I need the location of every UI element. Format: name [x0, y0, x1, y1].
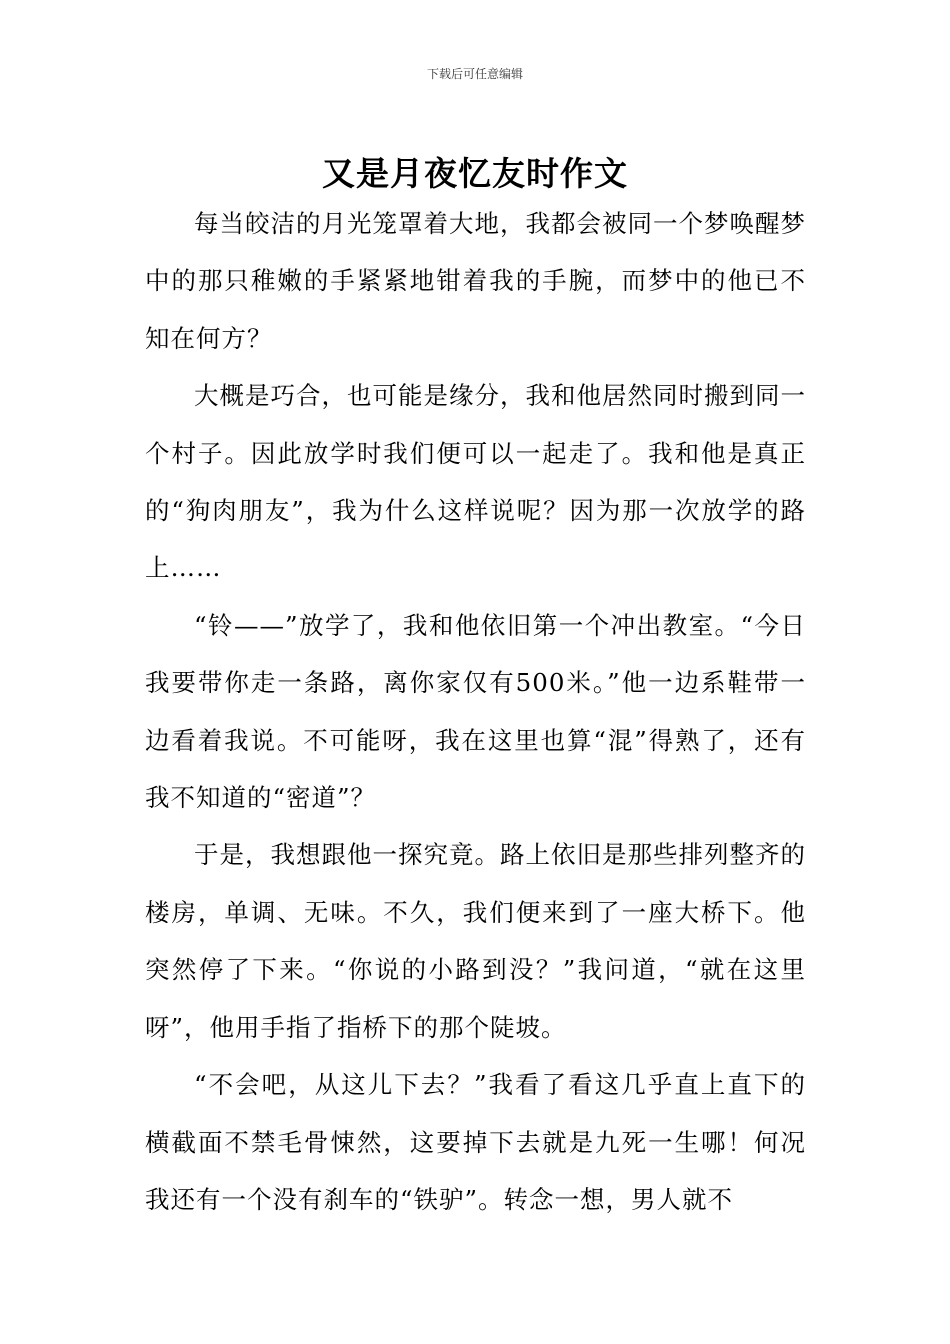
paragraph: “不会吧，从这儿下去？”我看了看这几乎直上直下的横截面不禁毛骨悚然，这要掉下去就是九死一生哪！何况我还有一个没有刹车的“铁驴”。转念一想，男人就不 [145, 1070, 806, 1214]
header-note: 下载后可任意编辑 [426, 67, 523, 81]
document-body [145, 195, 806, 1228]
paragraph: 于是，我想跟他一探究竟。路上依旧是那些排列整齐的楼房，单调、无味。不久，我们便来到了一座大桥下。他突然停了下来。“你说的小路到没？”我问道，“就在这里呀”，他用手指了指桥下的那个陡坡。 [145, 840, 806, 1042]
paragraph: 每当皎洁的月光笼罩着大地，我都会被同一个梦唤醒梦中的那只稚嫩的手紧紧地钳着我的手腕，而梦中的他已不知在何方？ [145, 209, 806, 353]
paragraph: 大概是巧合，也可能是缘分，我和他居然同时搬到同一个村子。因此放学时我们便可以一起走了。我和他是真正的“狗肉朋友”，我为什么这样说呢？因为那一次放学的路上…… [145, 381, 806, 583]
paragraph: “铃——”放学了，我和他依旧第一个冲出教室。“今日我要带你走一条路，离你家仅有500米。”他一边系鞋带一边看着我说。不可能呀，我在这里也算“混”得熟了，还有我不知道的“密道”？ [145, 610, 806, 813]
document-title: 又是月夜忆友时作文 [322, 154, 628, 194]
